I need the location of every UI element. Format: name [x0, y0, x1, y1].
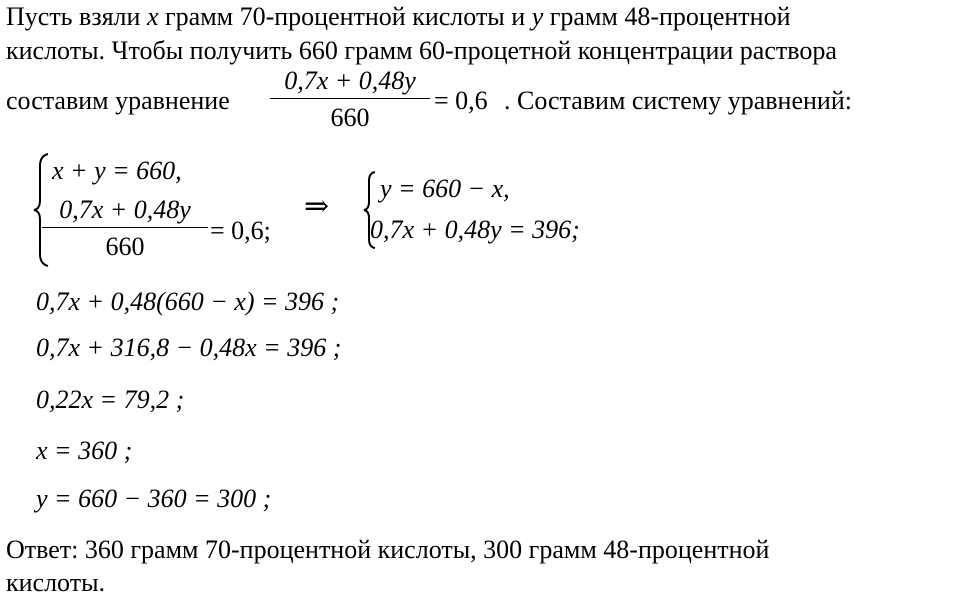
left-system-fraction-denominator: 660 — [105, 232, 145, 261]
intro-line-2: кислоты. Чтобы получить 660 грамм 60-процетной концентрации раствора — [6, 36, 837, 65]
intro-fraction-numerator: 0,7x + 0,48y — [284, 66, 416, 95]
intro-line-1-part-b: грамм 70-процентной кислоты и — [158, 2, 532, 31]
intro-line-3-end: . Составим систему уравнений: — [504, 86, 852, 115]
implies-arrow-icon: ⇒ — [304, 190, 330, 223]
right-system-equation-2: 0,7x + 0,48y = 396; — [370, 215, 580, 244]
left-system-fraction — [42, 197, 208, 260]
answer-line-1: Ответ: 360 грамм 70-процентной кислоты, 300 грамм 48-процентной — [6, 535, 770, 564]
solution-step-1: 0,7x + 0,48(660 − x) = 396 ; — [36, 287, 340, 316]
intro-fraction-rhs: = 0,6 — [434, 86, 488, 115]
left-system-equation-1: x + y = 660, — [52, 156, 182, 185]
left-system-fraction-numerator: 0,7x + 0,48y — [59, 195, 191, 224]
left-system-equation-2-rhs: = 0,6; — [210, 216, 271, 245]
solution-step-2: 0,7x + 316,8 − 0,48x = 396 ; — [36, 333, 342, 362]
solution-step-4: x = 360 ; — [36, 436, 133, 465]
answer-line-2: кислоты. — [6, 568, 106, 597]
intro-line-1-part-c: грамм 48-процентной — [543, 2, 791, 31]
intro-line-1-part-a: Пусть взяли — [6, 2, 147, 31]
intro-fraction — [270, 68, 430, 131]
solution-step-5: y = 660 − 360 = 300 ; — [36, 484, 272, 513]
intro-line-3-start: составим уравнение — [6, 86, 230, 115]
variable-y: y — [531, 2, 544, 31]
intro-fraction-denominator: 660 — [330, 103, 370, 132]
variable-x: x — [146, 2, 159, 31]
intro-line-1 — [6, 4, 791, 30]
right-system-equation-1: y = 660 − x, — [380, 174, 510, 203]
solution-step-3: 0,22x = 79,2 ; — [36, 385, 185, 414]
